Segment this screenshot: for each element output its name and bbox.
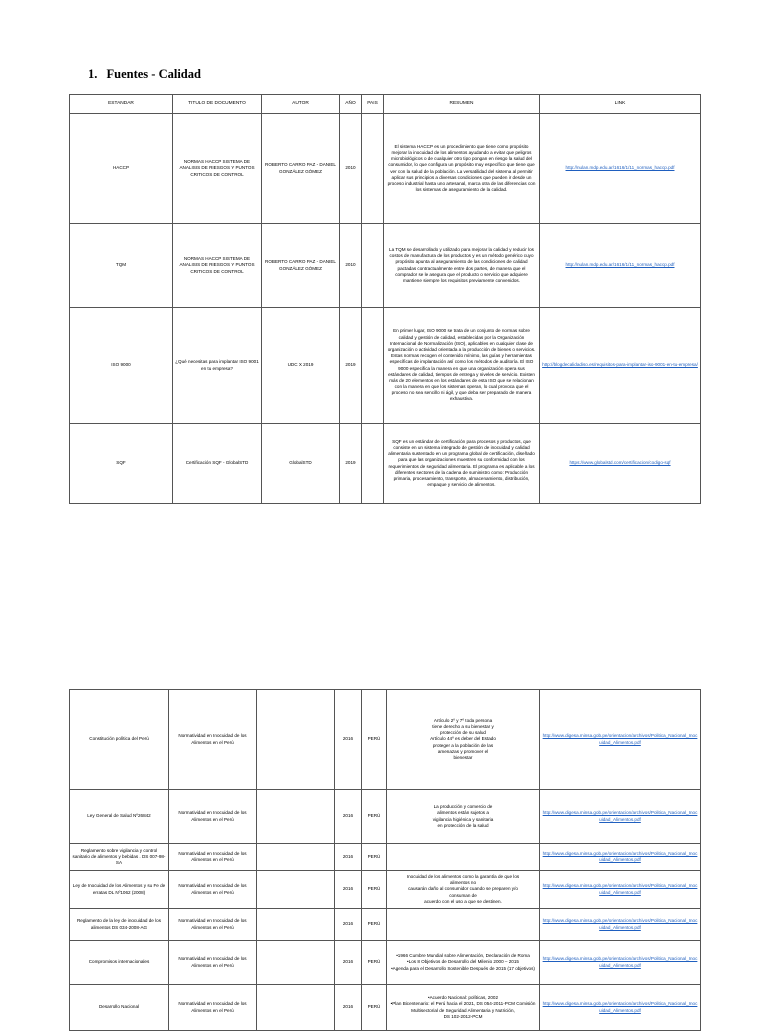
table-row [70,690,701,790]
cell-anio: 2016 [335,690,362,790]
source-link[interactable]: http://www.digesa.minsa.gob.pe/orientacion/archivos/Politica_Nacional_Inocuidad_Alimentos.pdf [542,1001,698,1013]
cell-estandar: Compromisos internacionales [70,941,169,985]
cell-resumen: •Acuerdo Nacional: políticas, 2002 •Plan Bicentenario: el Perú hacia el 2021, DS 054-2011-PCM Comisión Multisectorial de Seguridad Alimentaria y Nutrición, DS 102-2012-PCM [387,985,540,1031]
source-link[interactable]: http://www.digesa.minsa.gob.pe/orientacion/archivos/Politica_Nacional_Inocuidad_Alimentos.pdf [542,956,698,968]
cell-anio: 2016 [335,985,362,1031]
cell-resumen: •1966 Cumbre Mundial sobre Alimentación, Declaración de Roma •Los 8 Objetivos de Desarrollo del Milenio 2000 – 2015 •Agenda para el Desarrollo Sostenible Después de 2015 (17 objetivos) [387,941,540,985]
cell-anio: 2019 [340,424,362,504]
cell-link [540,941,701,985]
cell-link [540,909,701,941]
cell-resumen: En primer lugar, ISO 9000 se trata de un conjunto de normas sobre calidad y gestión de calidad, establecidas por la Organización Internacional de Normalización (ISO), aplicables en cualquier clase de organización o actividad orientada a la producción de bienes o servicios. Estas normas recogen el contenido mínimo, las guías y herramientas específicas de implantación así como los métodos de auditoría. El ISO 9000 especifica la manera en que una organización opera sus estándares de calidad, tiempos de entrega y niveles de servicio. Existen más de 20 elementos en los estándares de esta ISO que se relacionan con la manera en que los sistemas operan, lo cual provoca que el proceso no sea sencillo ni ágil, y que deba ser preparado de manera exhaustiva. [384,308,540,424]
source-link[interactable]: http://www.digesa.minsa.gob.pe/orientacion/archivos/Politica_Nacional_Inocuidad_Alimentos.pdf [542,918,698,930]
cell-link [540,690,701,790]
cell-estandar: Ley General de Salud Nº26842 [70,790,169,844]
table-row [70,308,701,424]
header-anio: AÑO [340,95,362,114]
source-link[interactable]: http://www.digesa.minsa.gob.pe/orientacion/archivos/Politica_Nacional_Inocuidad_Alimentos.pdf [542,850,698,862]
cell-titulo: Normatividad en Inocuidad de los Alimentos en el Perú [169,941,257,985]
table-row [70,790,701,844]
cell-titulo: Normatividad en Inocuidad de los Alimentos en el Perú [169,909,257,941]
cell-anio: 2016 [335,790,362,844]
cell-anio: 2016 [335,941,362,985]
cell-autor [257,909,335,941]
cell-link [540,308,701,424]
cell-estandar: TQM [70,224,173,308]
cell-pais: PERÚ [362,690,387,790]
cell-autor: UDC X 2019 [262,308,340,424]
cell-estandar: Reglamento de la ley de inocuidad de los alimentos DS 034-2008-AG [70,909,169,941]
cell-titulo: ¿Qué necesitas para implantar ISO 9001 en tu empresa? [173,308,262,424]
cell-anio: 2010 [340,114,362,224]
cell-estandar: SQF [70,424,173,504]
quality-sources-table [69,94,701,504]
cell-link [540,844,701,871]
cell-titulo: Normatividad en Inocuidad de los Alimentos en el Perú [169,790,257,844]
header-pais: PAIS [362,95,384,114]
cell-estandar: Constitución política del Perú [70,690,169,790]
cell-pais: PERÚ [362,985,387,1031]
cell-titulo: Normatividad en Inocuidad de los Alimentos en el Perú [169,844,257,871]
cell-titulo: Normatividad en Inocuidad de los Alimentos en el Perú [169,690,257,790]
table-row [70,424,701,504]
header-estandar: ESTANDAR [70,95,173,114]
cell-pais [362,308,384,424]
cell-titulo: Certificación SQF - GlobalSTD [173,424,262,504]
cell-link [540,114,701,224]
source-link[interactable]: https://www.globalstd.com/certificacion/codigo-sqf [569,460,671,466]
section-title: Fuentes - Calidad [106,67,201,81]
cell-anio: 2016 [335,909,362,941]
table-row [70,114,701,224]
source-link[interactable]: http://nulan.mdp.edu.ar/1616/1/11_normas_haccp.pdf [565,262,675,268]
cell-autor [257,941,335,985]
cell-link [540,224,701,308]
cell-titulo: NORMAS HACCP SISTEMA DE ANALISIS DE RIESGOS Y PUNTOS CRITICOS DE CONTROL [173,224,262,308]
cell-autor: ROBERTO CARRO PAZ - DANIEL GONZÁLEZ GÓMEZ [262,224,340,308]
header-autor: AUTOR [262,95,340,114]
cell-resumen: SQF es un estándar de certificación para procesos y productos, que consiste en un sistema integrado de gestión de inocuidad y calidad alimentaria sustentado en un programa global de certificación, diseñado para que las organizaciones muestren su conformidad con los requerimientos de seguridad alimentaria. El programa es aplicable a los diferentes sectores de la cadena de suministro como: Producción primaria, procesamiento, transporte, almacenamiento, distribución, empaque y servicio de alimentos. [384,424,540,504]
source-link[interactable]: http://blogdecalidadiso.es/requisitos-para-implantar-iso-9001-en-tu-empresa/ [542,362,698,368]
cell-autor: GlobalSTD [262,424,340,504]
cell-estandar: HACCP [70,114,173,224]
cell-resumen [387,844,540,871]
cell-estandar: Ley de Inocuidad de los Alimentos y su Fe de erratas DL Nº1062 (2008) [70,871,169,909]
section-number: 1. [88,67,98,81]
cell-pais [362,424,384,504]
cell-autor [257,871,335,909]
table-header-row [70,95,701,114]
table-row [70,224,701,308]
cell-link [540,424,701,504]
cell-resumen: Inocuidad de los alimentos como la garantía de que los alimentos no causarán daño al consumidor cuando se preparen y/o consuman de acuerdo con el uso a que se destinen. [387,871,540,909]
cell-resumen: Artículo 2º y 7º toda persona tiene derecho a su bienestar y protección de su salud Artículo 44º es deber del Estado proteger a la población de las amenazas y promover el bienestar [387,690,540,790]
header-link: LINK [540,95,701,114]
cell-resumen: El sistema HACCP es un procedimiento que tiene como propósito mejorar la inocuidad de los alimentos ayudando a evitar que peligros microbiológicos o de cualquier otro tipo pongan en riesgo la salud del consumidor, lo que configura un propósito muy específico que tiene que ver con la salud de la población. La versatilidad del sistema al permitir aplicar sus principios a diversas condiciones que pueden ir desde un proceso industrial hasta uno artesanal, marca otra de las diferencias con los sistemas de aseguramiento de la calidad. [384,114,540,224]
cell-anio: 2016 [335,871,362,909]
table-row [70,844,701,871]
regulations-table [69,689,701,1031]
source-link[interactable]: http://www.digesa.minsa.gob.pe/orientacion/archivos/Politica_Nacional_Inocuidad_Alimentos.pdf [542,733,698,745]
section-heading [88,67,201,82]
cell-pais [362,114,384,224]
cell-link [540,790,701,844]
cell-anio: 2016 [335,844,362,871]
cell-pais: PERÚ [362,909,387,941]
table-row [70,909,701,941]
cell-pais: PERÚ [362,871,387,909]
cell-autor [257,690,335,790]
cell-estandar: Desarrollo Nacional [70,985,169,1031]
source-link[interactable]: http://www.digesa.minsa.gob.pe/orientacion/archivos/Politica_Nacional_Inocuidad_Alimentos.pdf [542,810,698,822]
cell-autor: ROBERTO CARRO PAZ - DANIEL GONZÁLEZ GÓMEZ [262,114,340,224]
cell-link [540,871,701,909]
cell-titulo: Normatividad en Inocuidad de los Alimentos en el Perú [169,985,257,1031]
cell-pais [362,224,384,308]
header-titulo: TITULO DE DOCUMENTO [173,95,262,114]
cell-estandar: ISO 9000 [70,308,173,424]
source-link[interactable]: http://www.digesa.minsa.gob.pe/orientacion/archivos/Politica_Nacional_Inocuidad_Alimentos.pdf [542,883,698,895]
table-row [70,941,701,985]
cell-resumen: La TQM se desarrollado y utilizado para mejorar la calidad y reducir los costos de manufactura de los productos y es un método genérico cuyo propósito apunta al aseguramiento de las condiciones de calidad pactadas contractualmente entre dos partes, de manera que el comprador se le asegura que el producto o servicio que adquiere mantiene siempre los requisitos previamente convenidos. [384,224,540,308]
table-row [70,871,701,909]
cell-autor [257,844,335,871]
cell-estandar: Reglamento sobre vigilancia y control sanitario de alimentos y bebidas . DS 007-98-SA [70,844,169,871]
cell-anio: 2019 [340,308,362,424]
header-resumen: RESUMEN [384,95,540,114]
cell-pais: PERÚ [362,790,387,844]
cell-resumen: La producción y comercio de alimentos están sujetos a vigilancia higiénica y sanitaria en protección de la salud [387,790,540,844]
cell-autor [257,790,335,844]
cell-titulo: Normatividad en Inocuidad de los Alimentos en el Perú [169,871,257,909]
cell-anio: 2010 [340,224,362,308]
cell-pais: PERÚ [362,941,387,985]
cell-resumen [387,909,540,941]
cell-pais: PERÚ [362,844,387,871]
source-link[interactable]: http://nulan.mdp.edu.ar/1616/1/11_normas_haccp.pdf [565,165,675,171]
cell-titulo: NORMAS HACCP SISTEMA DE ANALISIS DE RIESGOS Y PUNTOS CRITICOS DE CONTROL [173,114,262,224]
